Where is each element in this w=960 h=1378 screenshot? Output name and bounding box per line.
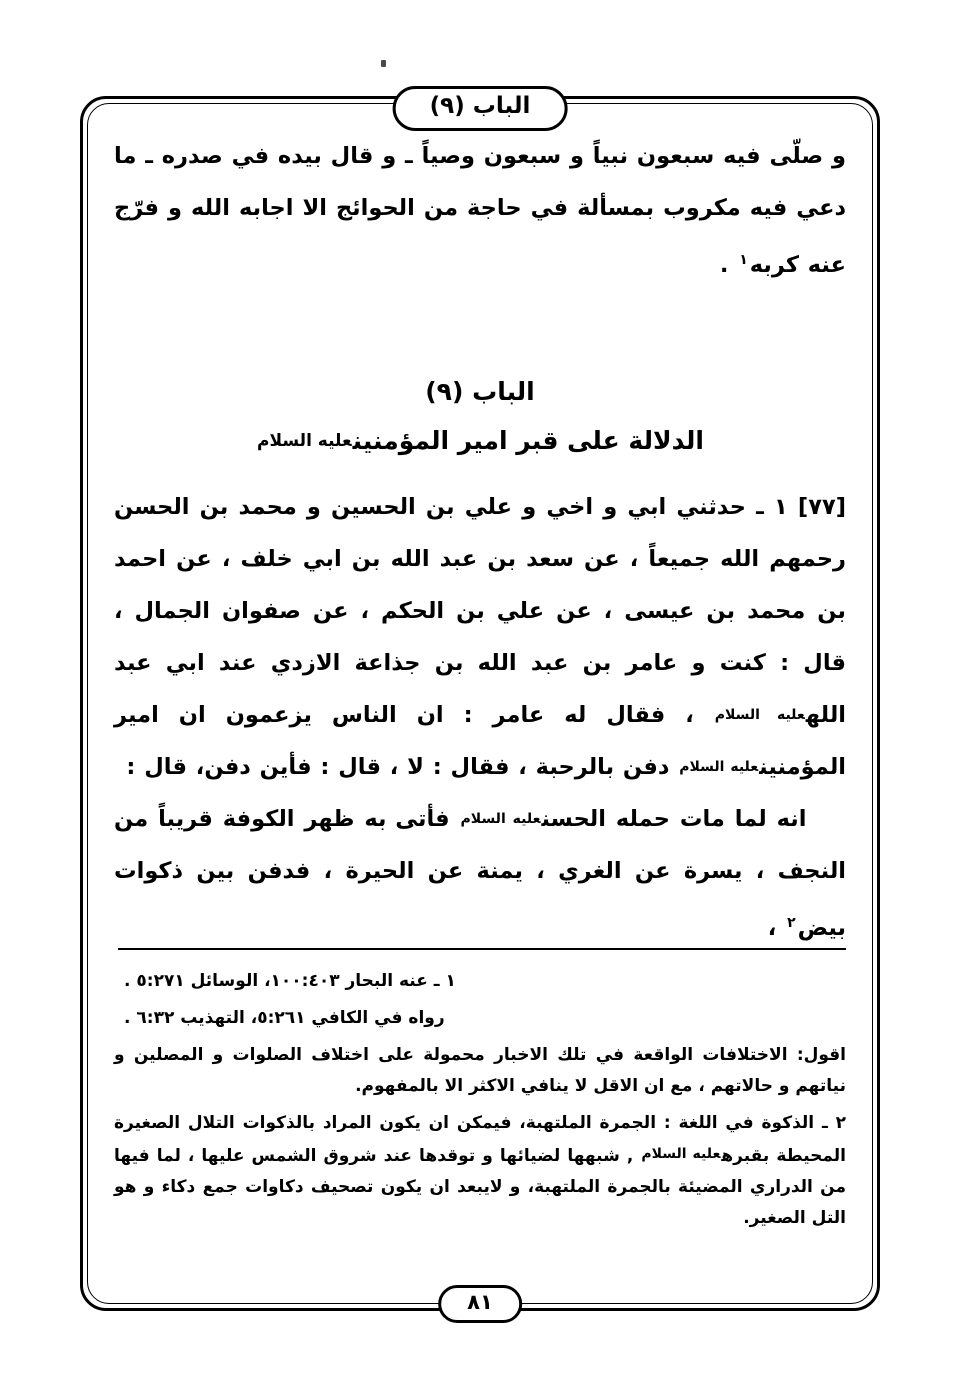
chapter-heading-block [114, 369, 846, 467]
header-chapter-badge [393, 86, 568, 131]
chapter-number: الباب (٩) [425, 377, 535, 406]
hadith-number-bracket: [٧٧] [797, 494, 846, 520]
continued-paragraph-text: و صلّى فيه سبعون نبياً و سبعون وصياً ـ و قال بيده في صدره ـ ما دعي فيه مكروب بمسألة في حاجة من الحوائج الا اجابه الله و فرّج عنه كربه [114, 143, 846, 278]
continued-paragraph-period: . [719, 252, 729, 278]
footnote-3-text: اقول: الاختلافات الواقعة في تلك الاخبار محمولة على اختلاف الصلوات و المصلين و نياتهم و حالاتهم ، مع ان الاقل لا ينافي الاكثر الا بالمفهوم. [114, 1045, 846, 1096]
footer-page-number-badge [438, 1285, 522, 1323]
hadith-matn-part-1: دفن بالرحبة ، فقال : لا ، قال : فأين دفن، قال : [126, 754, 670, 780]
chapter-title [114, 415, 846, 467]
footnote-ref-1: ١ [739, 252, 748, 268]
hadith-matn-comma: ، [767, 915, 777, 941]
footnote-item-1 [114, 966, 846, 997]
page-content [100, 130, 860, 1270]
hadith-block [114, 481, 846, 954]
footer-page-number-label: ٨١ [467, 1290, 493, 1314]
continued-paragraph [114, 130, 846, 291]
footnote-4-marker: ٢ ـ [821, 1113, 847, 1133]
honorific-stamp-icon-footnote: عليه السلام [641, 1146, 721, 1162]
honorific-stamp-icon: عليه السلام [257, 431, 352, 451]
chapter-title-text: الدلالة على قبر امير المؤمنين [352, 426, 704, 455]
header-chapter-badge-label: الباب (٩) [429, 93, 531, 119]
honorific-stamp-icon-matn-2: عليه السلام [460, 811, 541, 827]
hadith-isnad-continued: ، فقال له عامر : ان الناس يزعمون ان امير المؤمنين [114, 702, 846, 780]
honorific-stamp-icon-isnad: عليه السلام [714, 707, 805, 723]
hadith-matn-paragraph-2 [114, 793, 846, 954]
continued-paragraph-block [114, 130, 846, 291]
hadith-isnad: حدثني ابي و اخي و علي بن الحسين و محمد بن الحسن رحمهم الله جميعاً ، عن سعد بن عبد الله بن ابي خلف ، عن احمد بن محمد بن عيسى ، عن علي بن الحكم ، عن صفوان الجمال ، قال : كنت و عامر بن عبد الله بن جذاعة الازدي عند ابي عبد الله [114, 494, 846, 728]
footnote-item-4 [114, 1108, 846, 1234]
footnote-1-marker: ١ ـ [433, 971, 456, 991]
hadith-item-number: ١ [774, 494, 788, 520]
footnote-4-text-a: الذكوة في اللغة : الجمرة الملتهبة، فيمكن ان يكون المراد بالذكوات التلال الصغيرة المحيطة بقبره [114, 1113, 847, 1166]
footnote-item-2 [114, 1003, 846, 1034]
hadith-paragraph [114, 481, 846, 793]
scan-artifact-mark [381, 60, 386, 67]
hadith-matn-part-2: انه لما مات حمله الحسن [541, 806, 807, 832]
footnote-2-text: رواه في الكافي ٥:٢٦١، التهذيب ٦:٣٢ . [124, 1008, 445, 1028]
footnote-ref-2: ٢ [787, 915, 796, 931]
footnote-4-text-b: , شبهها لضيائها و توقدها عند شروق الشمس عليها ، لما فيها من الدراري المضيئة بالجمرة الملتهبة، و لايبعد ان يكون تصحيف دكاوات جمع دكاء و هو التل الصغير. [114, 1146, 846, 1228]
footnote-item-3 [114, 1040, 846, 1102]
footnote-separator-rule [118, 948, 846, 950]
honorific-stamp-icon-matn-1: عليه السلام [679, 759, 759, 775]
footnote-1-text: عنه البحار ١٠٠:٤٠٣، الوسائل ٥:٢٧١ . [124, 971, 428, 991]
footnotes-block [114, 966, 846, 1234]
hadith-matn-part-3: فأتى به ظهر الكوفة قريباً من النجف ، يسرة عن الغري ، يمنة عن الحيرة ، فدفن بين ذكوات بيض [114, 806, 846, 941]
hadith-dash: ـ [756, 494, 764, 520]
